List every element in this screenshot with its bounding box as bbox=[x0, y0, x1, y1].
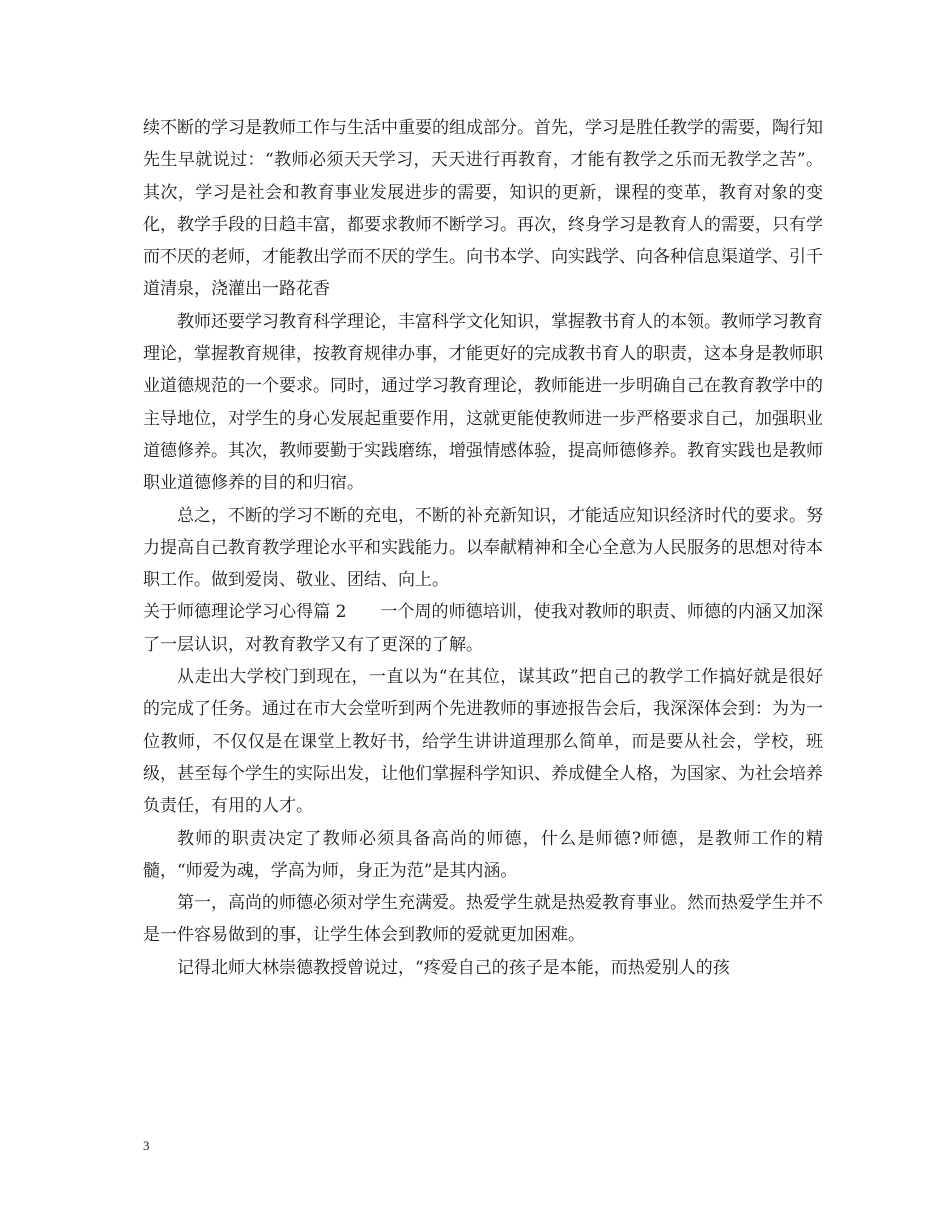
paragraph-duty: 教师的职责决定了教师必须具备高尚的师德，什么是师德?师德，是教师工作的精髓，“师爱为魂，学高为师，身正为范”是其内涵。 bbox=[143, 828, 823, 881]
paragraph-summary: 总之，不断的学习不断的充电，不断的补充新知识，才能适应知识经济时代的要求。努力提高自己教育教学理论水平和实践能力。以奉献精神和全心全意为人民服务的思想对待本职工作。做到爱岗、敬业、团结、向上。 bbox=[143, 505, 823, 591]
paragraph-love: 第一，高尚的师德必须对学生充满爱。热爱学生就是热爱教育事业。然而热爱学生并不是一件容易做到的事，让学生体会到教师的爱就更加困难。 bbox=[143, 893, 823, 946]
section-intro: 一个周的师德培训，使我对教师的职责、师德的内涵又加深了一层认识，对教育教学又有了更深的了解。 bbox=[143, 602, 823, 655]
section-title: 关于师德理论学习心得篇 2 bbox=[143, 602, 347, 623]
paragraph-quote: 记得北师大林崇德教授曾说过，“疼爱自己的孩子是本能，而热爱别人的孩 bbox=[177, 957, 730, 978]
paragraph-theory: 教师还要学习教育科学理论，丰富科学文化知识，掌握教书育人的本领。教师学习教育理论，掌握教育规律，按教育规律办事，才能更好的完成教书育人的职责，这本身是教师职业道德规范的一个要求。同时，通过学习教育理论，教师能进一步明确自己在教育教学中的主导地位，对学生的身心发展起重要作用，这就更能使教师进一步严格要求自己，加强职业道德修养。其次，教师要勤于实践磨练，增强情感体验，提高师德修养。教育实践也是教师职业道德修养的目的和归宿。 bbox=[143, 311, 823, 494]
paragraph-career: 从走出大学校门到现在，一直以为“在其位，谋其政”把自己的教学工作搞好就是很好的完成了任务。通过在市大会堂听到两个先进教师的事迹报告会后，我深深体会到：为为一位教师，不仅仅是在课堂上教好书，给学生讲讲道理那么简单，而是要从社会，学校，班级，甚至每个学生的实际出发，让他们掌握科学知识、养成健全人格，为国家、为社会培养负责任，有用的人才。 bbox=[143, 667, 823, 817]
section-heading-line bbox=[143, 596, 823, 661]
document-body bbox=[143, 112, 823, 984]
paragraph-continued: 续不断的学习是教师工作与生活中重要的组成部分。首先，学习是胜任教学的需要，陶行知先生早就说过：“教师必须天天学习，天天进行再教育，才能有教学之乐而无教学之苦”。其次，学习是社会和教育事业发展进步的需要，知识的更新，课程的变革，教育对象的变化，教学手段的日趋丰富，都要求教师不断学习。再次，终身学习是教育人的需要，只有学而不厌的老师，才能教出学而不厌的学生。向书本学、向实践学、向各种信息渠道学、引千道清泉，浇灌出一路花香 bbox=[143, 118, 823, 300]
page-number: 3 bbox=[143, 1138, 150, 1153]
